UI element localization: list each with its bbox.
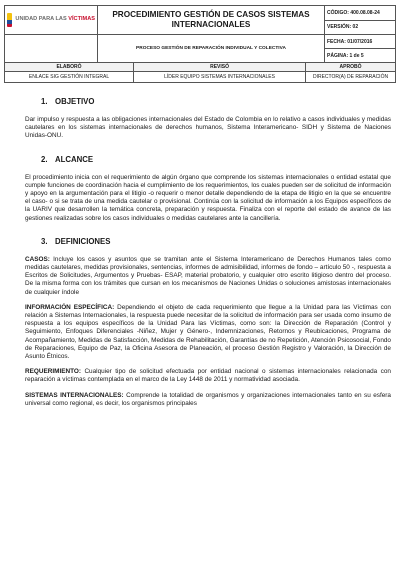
logo-text-red: VÍCTIMAS	[68, 16, 95, 23]
section-heading-alcance: 2. ALCANCE	[41, 154, 94, 164]
process-name: PROCESO GESTIÓN DE REPARACIÓN INDIVIDUAL Y COLECTIVA	[98, 35, 325, 63]
document-code: CÓDIGO: 400.08.08-24	[325, 6, 396, 21]
reviso-label: REVISÓ	[134, 63, 306, 72]
colombia-flag-icon	[7, 13, 12, 27]
unidad-victimas-logo	[7, 13, 95, 27]
section-heading-definiciones: 3. DEFINICIONES	[41, 236, 111, 246]
alcance-paragraph: El procedimiento inicia con el requerimiento de algún órgano que comprende los sistemas internacionales o entidad estatal que cumple funciones de coordinación hacia el cumplimiento de los requerimientos, los cuales pueden ser de solicitud de información y apoyo en la argumentación para el litigio -o requerir o menor detalle dependiendo de la etapa de litigio en la que se encuentre el caso- o si se trata de una medida cautelar o provisional. Continúa con la solicitud de información a los Equipos específicos de la UARIV que desarrollen la temática concreta, preparación y respuesta. Finaliza con el reporte del estado de avance de las gestiones realizadas sobre los casos individuales o medidas cautelares ante la cancillería.	[25, 173, 391, 222]
document-header	[4, 5, 396, 63]
document-version: VERSIÓN: 02	[325, 20, 396, 35]
signature-table	[4, 63, 396, 83]
definition-informacion-especifica: INFORMACIÓN ESPECÍFICA: Dependiendo el objeto de cada requerimiento que llegue a la Unidad para las Víctimas con relación a Sistemas Internacionales, la respuesta puede necesitar de la solicitud de información para ser usada como insumo de respuesta a los equipos específicos de la Unidad Para las Víctimas, como son: la Dirección de Reparación (Control y Seguimiento, Enfoques Diferenciales -Niñez, Mujer y Género-, Indemnizaciones, Retornos y Reubicaciones, Programa de Acompañamiento, Medidas de Satisfacción, Medidas de Rehabilitación, Garantías de no Repetición, Atención Psicosocial, Fondo de Reparaciones, Equipo de Paz, la Oficina Asesora de Planeación, el proceso Gestión Registro y Valoración, la Dirección de Asunto Étnicos.	[25, 303, 391, 361]
page-number: PÁGINA: 1 de 5	[325, 49, 396, 63]
elaboro-value: ENLACE SIG GESTIÓN INTEGRAL	[5, 72, 134, 83]
document-title: PROCEDIMIENTO GESTIÓN DE CASOS SISTEMAS INTERNACIONALES	[98, 6, 325, 35]
definition-sistemas-internacionales: SISTEMAS INTERNACIONALES: Comprende la totalidad de organismos y organizaciones internacionales tanto en su esfera universal como regional, es decir, los organismos principales	[25, 391, 391, 407]
definition-requerimiento: REQUERIMIENTO: Cualquier tipo de solicitud efectuada por entidad nacional o sistemas internacionales relacionada con reparación a víctimas contemplada en el marco de la Ley 1448 de 2011 y normatividad asociada.	[25, 368, 391, 384]
section-heading-objetivo: 1. OBJETIVO	[41, 97, 95, 106]
elaboro-label: ELABORÓ	[5, 63, 134, 72]
objetivo-paragraph: Dar impulso y respuesta a las obligaciones internacionales del Estado de Colombia en lo relativo a casos individuales y medidas cautelares en los sistemas internacionales de derechos humanos, Sistema Interamericano- SIDH y Sistema de Naciones Unidas-ONU.	[25, 116, 391, 140]
reviso-value: LÍDER EQUIPO SISTEMAS INTERNACIONALES	[134, 72, 306, 83]
definition-casos: CASOS: Incluye los casos y asuntos que se tramitan ante el Sistema Interamericano de Derechos Humanos tales como medidas cautelares, medidas provisionales, sentencias, informes de admisibilidad, informes de fondo – artículo 50 -, respuesta a Escritos de Solicitudes, Argumentos y Pruebas- ESAP, material probatorio, y cualquier otro escrito litigioso dentro del proceso. De la misma forma con los trámites que cursan en los mecanismos de Naciones Unidas o soluciones amistosas internacionales de cualquier índole	[25, 255, 391, 296]
aprobo-value: DIRECTOR(A) DE REPARACIÓN	[306, 72, 396, 83]
logo-cell	[5, 6, 98, 35]
document-date: FECHA: 01/07/2016	[325, 35, 396, 49]
aprobo-label: APROBÓ	[306, 63, 396, 72]
document-body	[4, 97, 396, 408]
logo-text-gray: UNIDAD PARA LAS	[15, 16, 67, 23]
